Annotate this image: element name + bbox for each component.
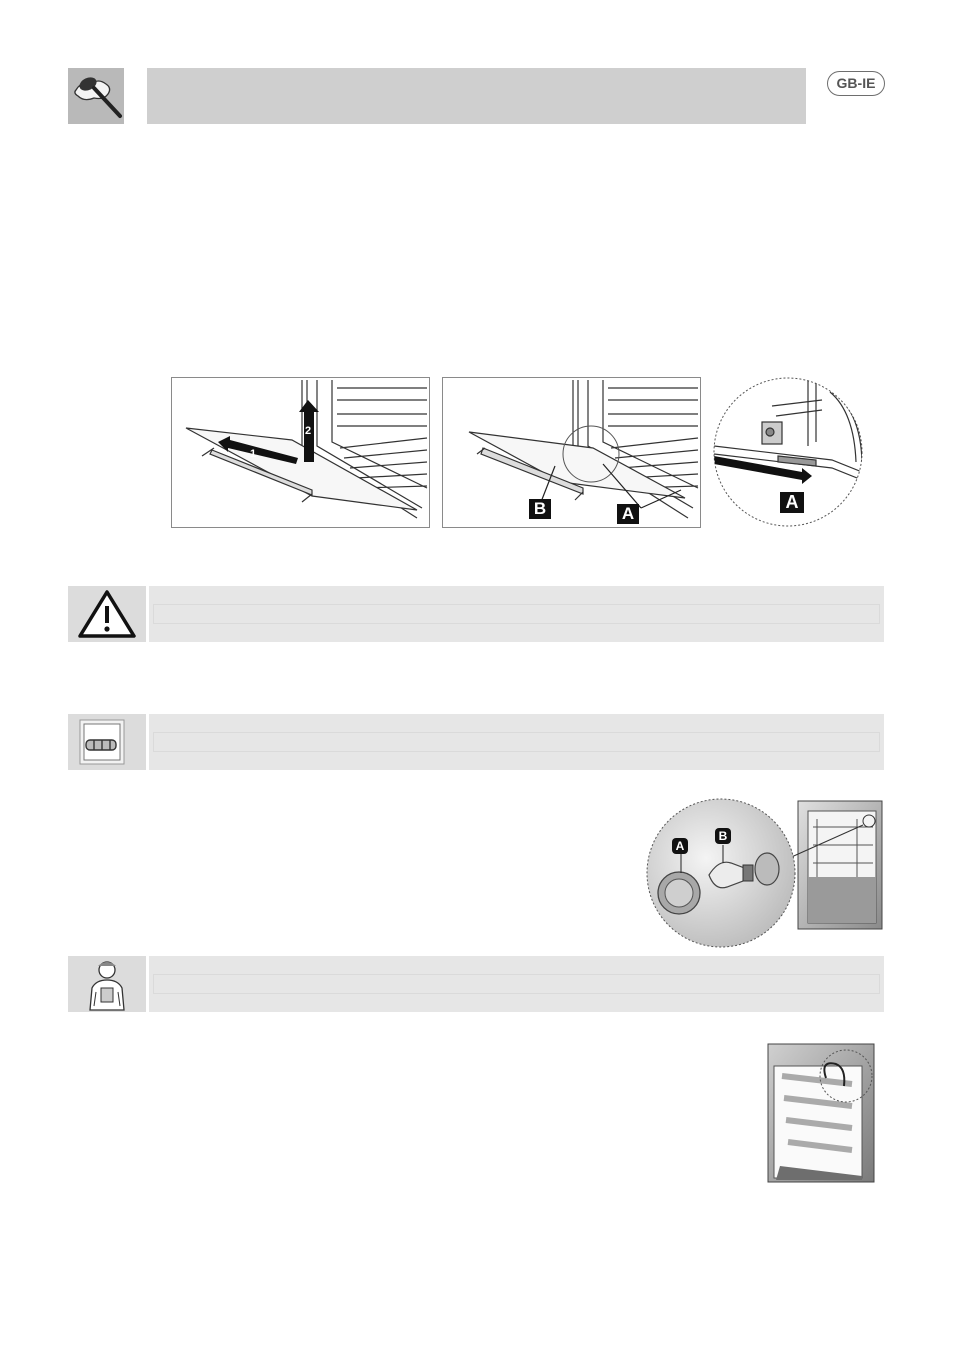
door-hinges-illustration — [443, 378, 700, 527]
step-1-label: 1 — [250, 448, 257, 460]
header-logo — [68, 68, 124, 124]
step-2-label: 2 — [305, 425, 312, 437]
door-lift-illustration — [172, 378, 429, 527]
language-badge: GB-IE — [827, 71, 885, 96]
technician-icon-box — [68, 956, 146, 1012]
detail-label-a: A — [780, 492, 804, 513]
lamp-label-a: A — [672, 838, 688, 854]
technician-bar — [149, 956, 884, 1012]
lamp-label-b: B — [715, 828, 731, 844]
oven-lamp-icon — [68, 714, 146, 770]
warning-triangle-icon — [68, 586, 146, 642]
lamp-bar-frame — [153, 732, 880, 752]
warning-bar — [149, 586, 884, 642]
lamp-icon-box — [68, 714, 146, 770]
lamp-illustration — [643, 797, 883, 951]
warning-icon-box — [68, 586, 146, 642]
door-seal-illustration — [766, 1036, 878, 1184]
figure-door-hinges — [442, 377, 701, 528]
technician-icon — [68, 956, 146, 1012]
figure-hinge-detail — [712, 376, 864, 528]
header-bar — [147, 68, 806, 124]
technician-bar-frame — [153, 974, 880, 994]
figure-lamp — [643, 797, 883, 951]
lamp-bar — [149, 714, 884, 770]
label-b: B — [529, 499, 551, 519]
figure-door-lift — [171, 377, 430, 528]
chef-spoon-icon — [68, 68, 124, 124]
label-a: A — [617, 504, 639, 524]
figure-door-seal — [766, 1036, 878, 1184]
warning-bar-frame — [153, 604, 880, 624]
